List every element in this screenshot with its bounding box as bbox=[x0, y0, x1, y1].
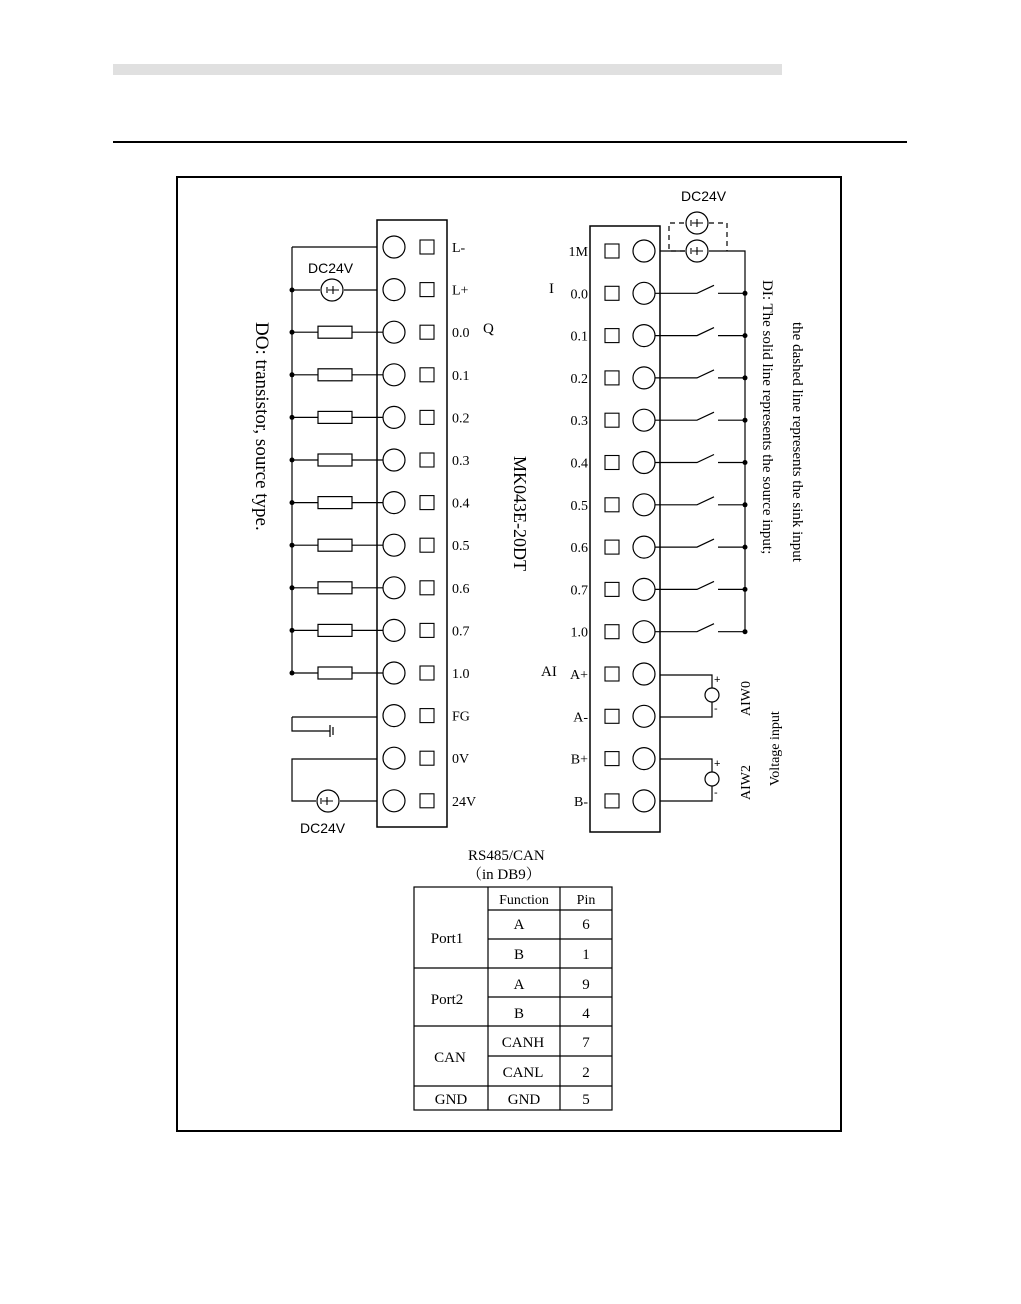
terminal-screw-icon bbox=[633, 536, 655, 558]
terminal-screw-icon bbox=[383, 534, 405, 556]
terminal-screw-icon bbox=[633, 325, 655, 347]
terminal-led-icon bbox=[420, 453, 434, 467]
terminal-led-icon bbox=[420, 794, 434, 808]
di-terminal-label: 0.6 bbox=[570, 541, 588, 557]
input-switch-icon bbox=[655, 539, 745, 547]
terminal-led-icon bbox=[420, 368, 434, 382]
junction-dot bbox=[743, 545, 748, 550]
i-group-label: I bbox=[549, 281, 554, 297]
di-caption-line2: the dashed line represents the sink input bbox=[789, 322, 805, 562]
table-group-gnd: GND bbox=[434, 1092, 468, 1108]
di-common-bus bbox=[660, 251, 745, 633]
terminal-led-icon bbox=[420, 283, 434, 297]
di-terminal-label: 1M bbox=[568, 245, 588, 260]
table-cell-pin: 7 bbox=[582, 1035, 590, 1051]
di-terminal-label: 0.1 bbox=[570, 329, 588, 345]
do-terminal-label: FG bbox=[452, 709, 470, 725]
terminal-screw-icon bbox=[383, 662, 405, 684]
table-header-function: Function bbox=[499, 893, 549, 908]
junction-dot bbox=[290, 415, 295, 420]
do-terminal-label: L- bbox=[452, 241, 466, 256]
terminal-led-icon bbox=[605, 329, 619, 343]
terminal-led-icon bbox=[420, 581, 434, 595]
diagram-frame bbox=[177, 177, 841, 1131]
aiw0-label: AIW0 bbox=[739, 681, 754, 716]
voltage-source-icon bbox=[705, 688, 719, 702]
terminal-screw-icon bbox=[633, 621, 655, 643]
table-cell-function: A bbox=[513, 917, 525, 933]
junction-dot bbox=[290, 543, 295, 548]
terminal-screw-icon bbox=[633, 409, 655, 431]
table-cell-function: CANL bbox=[502, 1065, 544, 1081]
do-terminal-label: 0.1 bbox=[452, 368, 470, 384]
junction-dot bbox=[290, 671, 295, 676]
terminal-led-icon bbox=[420, 709, 434, 723]
terminal-led-icon bbox=[605, 582, 619, 596]
aiw2-plus-sign: + bbox=[714, 758, 721, 770]
input-switch-icon bbox=[655, 581, 745, 589]
terminal-screw-icon bbox=[383, 236, 405, 258]
terminal-screw-icon bbox=[633, 452, 655, 474]
terminal-screw-icon bbox=[383, 577, 405, 599]
table-group-port2: Port2 bbox=[430, 992, 464, 1008]
junction-dot bbox=[743, 291, 748, 296]
junction-dot bbox=[290, 372, 295, 377]
terminal-screw-icon bbox=[383, 790, 405, 812]
di-terminal-label: 0.7 bbox=[570, 583, 588, 599]
input-switch-icon bbox=[655, 455, 745, 463]
junction-dot bbox=[290, 500, 295, 505]
terminal-screw-icon bbox=[383, 321, 405, 343]
junction-dot bbox=[290, 585, 295, 590]
table-cell-function: B bbox=[513, 947, 525, 963]
voltage-input-caption: Voltage input bbox=[768, 711, 783, 786]
di-terminal-label: 0.5 bbox=[570, 498, 588, 514]
input-switch-icon bbox=[655, 624, 745, 632]
table-cell-pin: 1 bbox=[582, 947, 590, 963]
table-cell-function: CANH bbox=[501, 1035, 545, 1051]
junction-dot bbox=[743, 587, 748, 592]
junction-dot bbox=[743, 375, 748, 380]
table-cell-function: GND bbox=[507, 1092, 541, 1108]
table-cell-pin: 9 bbox=[582, 977, 590, 993]
table-cell-function: B bbox=[513, 1006, 525, 1022]
terminal-led-icon bbox=[420, 538, 434, 552]
terminal-screw-icon bbox=[383, 279, 405, 301]
terminal-led-icon bbox=[605, 794, 619, 808]
di-psu-label: DC24V bbox=[681, 188, 727, 204]
terminal-led-icon bbox=[605, 371, 619, 385]
table-header-pin: Pin bbox=[576, 893, 596, 908]
terminal-led-icon bbox=[420, 410, 434, 424]
terminal-screw-icon bbox=[633, 748, 655, 770]
do-terminal-block bbox=[377, 220, 447, 827]
table-cell-function: A bbox=[513, 977, 525, 993]
di-terminal-label: 1.0 bbox=[570, 625, 588, 641]
terminal-led-icon bbox=[605, 709, 619, 723]
load-resistor-icon bbox=[318, 539, 352, 551]
junction-dot bbox=[743, 333, 748, 338]
voltage-source-icon bbox=[705, 772, 719, 786]
comm-title-line1: RS485/CAN bbox=[468, 848, 545, 864]
aiw0-minus-sign: - bbox=[714, 703, 718, 715]
do-terminal-label: 0V bbox=[452, 752, 470, 768]
do-terminal-label: 0.5 bbox=[452, 539, 470, 555]
input-switch-icon bbox=[655, 497, 745, 505]
junction-dot bbox=[290, 458, 295, 463]
di-terminal-label: B+ bbox=[570, 752, 588, 768]
aiw0-wire bbox=[660, 675, 712, 717]
di-terminal-label: A+ bbox=[569, 668, 588, 683]
terminal-led-icon bbox=[605, 625, 619, 639]
comm-title-line2: （in DB9） bbox=[467, 867, 541, 883]
aiw2-wire bbox=[660, 759, 712, 801]
terminal-screw-icon bbox=[633, 705, 655, 727]
table-group-can: CAN bbox=[434, 1050, 466, 1066]
do-terminal-label: 0.2 bbox=[452, 411, 470, 427]
do-terminal-label: 1.0 bbox=[452, 667, 470, 682]
do-terminal-label: 24V bbox=[452, 794, 477, 810]
do-caption: DO: transistor, source type. bbox=[251, 322, 272, 531]
ai-group-label: AI bbox=[541, 664, 557, 680]
power-psu-label: DC24V bbox=[300, 820, 346, 836]
terminal-led-icon bbox=[420, 666, 434, 680]
di-terminal-label: 0.4 bbox=[570, 456, 588, 472]
junction-dot bbox=[743, 629, 748, 634]
terminal-led-icon bbox=[605, 498, 619, 512]
terminal-screw-icon bbox=[633, 790, 655, 812]
junction-dot bbox=[290, 330, 295, 335]
terminal-screw-icon bbox=[383, 747, 405, 769]
terminal-led-icon bbox=[605, 540, 619, 554]
terminal-led-icon bbox=[605, 456, 619, 470]
aiw2-label: AIW2 bbox=[739, 765, 754, 800]
terminal-led-icon bbox=[605, 667, 619, 681]
terminal-screw-icon bbox=[383, 619, 405, 641]
junction-dot bbox=[290, 288, 295, 293]
do-terminal-label: 0.6 bbox=[452, 581, 470, 597]
terminal-screw-icon bbox=[633, 663, 655, 685]
table-cell-pin: 6 bbox=[582, 917, 590, 933]
terminal-led-icon bbox=[605, 286, 619, 300]
load-resistor-icon bbox=[318, 667, 352, 679]
load-resistor-icon bbox=[318, 369, 352, 381]
do-terminal-label: 0.7 bbox=[452, 624, 470, 640]
di-terminal-label: B- bbox=[574, 794, 588, 810]
load-resistor-icon bbox=[318, 326, 352, 338]
load-resistor-icon bbox=[318, 411, 352, 423]
junction-dot bbox=[743, 502, 748, 507]
do-terminal-label: L+ bbox=[452, 283, 469, 299]
junction-dot bbox=[743, 460, 748, 465]
di-terminal-label: 0.2 bbox=[570, 371, 588, 387]
terminal-led-icon bbox=[605, 752, 619, 766]
di-terminal-label: A- bbox=[573, 710, 588, 726]
load-resistor-icon bbox=[318, 582, 352, 594]
input-switch-icon bbox=[655, 412, 745, 420]
q-group-label: Q bbox=[483, 321, 494, 337]
terminal-screw-icon bbox=[633, 494, 655, 516]
do-terminal-label: 0.0 bbox=[452, 326, 470, 342]
terminal-screw-icon bbox=[383, 449, 405, 471]
terminal-led-icon bbox=[420, 623, 434, 637]
load-resistor-icon bbox=[318, 454, 352, 466]
di-terminal-label: 0.3 bbox=[570, 414, 588, 430]
terminal-screw-icon bbox=[383, 364, 405, 386]
table-cell-pin: 2 bbox=[582, 1065, 590, 1081]
junction-dot bbox=[290, 628, 295, 633]
terminal-led-icon bbox=[420, 325, 434, 339]
terminal-screw-icon bbox=[633, 282, 655, 304]
model-name: MK043E-20DT bbox=[510, 456, 530, 571]
table-cell-pin: 4 bbox=[582, 1006, 590, 1022]
table-group-port1: Port1 bbox=[430, 931, 464, 947]
terminal-led-icon bbox=[420, 240, 434, 254]
junction-dot bbox=[743, 418, 748, 423]
terminal-led-icon bbox=[605, 413, 619, 427]
terminal-led-icon bbox=[605, 244, 619, 258]
di-terminal-block bbox=[590, 226, 660, 832]
fg-ground-wire bbox=[292, 717, 377, 737]
do-terminal-label: 0.3 bbox=[452, 454, 470, 469]
terminal-screw-icon bbox=[383, 705, 405, 727]
input-switch-icon bbox=[655, 370, 745, 378]
terminal-screw-icon bbox=[383, 406, 405, 428]
terminal-screw-icon bbox=[633, 240, 655, 262]
input-switch-icon bbox=[655, 285, 745, 293]
load-resistor-icon bbox=[318, 624, 352, 636]
terminal-led-icon bbox=[420, 751, 434, 765]
terminal-screw-icon bbox=[633, 578, 655, 600]
di-terminal-label: 0.0 bbox=[570, 287, 588, 303]
do-psu-label: DC24V bbox=[308, 260, 354, 276]
di-caption-line1: DI: The solid line represents the source input; bbox=[759, 280, 775, 555]
load-resistor-icon bbox=[318, 497, 352, 509]
do-terminal-label: 0.4 bbox=[452, 496, 470, 512]
input-switch-icon bbox=[655, 328, 745, 336]
table-cell-pin: 5 bbox=[582, 1092, 590, 1108]
terminal-led-icon bbox=[420, 496, 434, 510]
terminal-screw-icon bbox=[633, 367, 655, 389]
terminal-screw-icon bbox=[383, 492, 405, 514]
aiw0-plus-sign: + bbox=[714, 674, 721, 686]
aiw2-minus-sign: - bbox=[714, 787, 718, 799]
